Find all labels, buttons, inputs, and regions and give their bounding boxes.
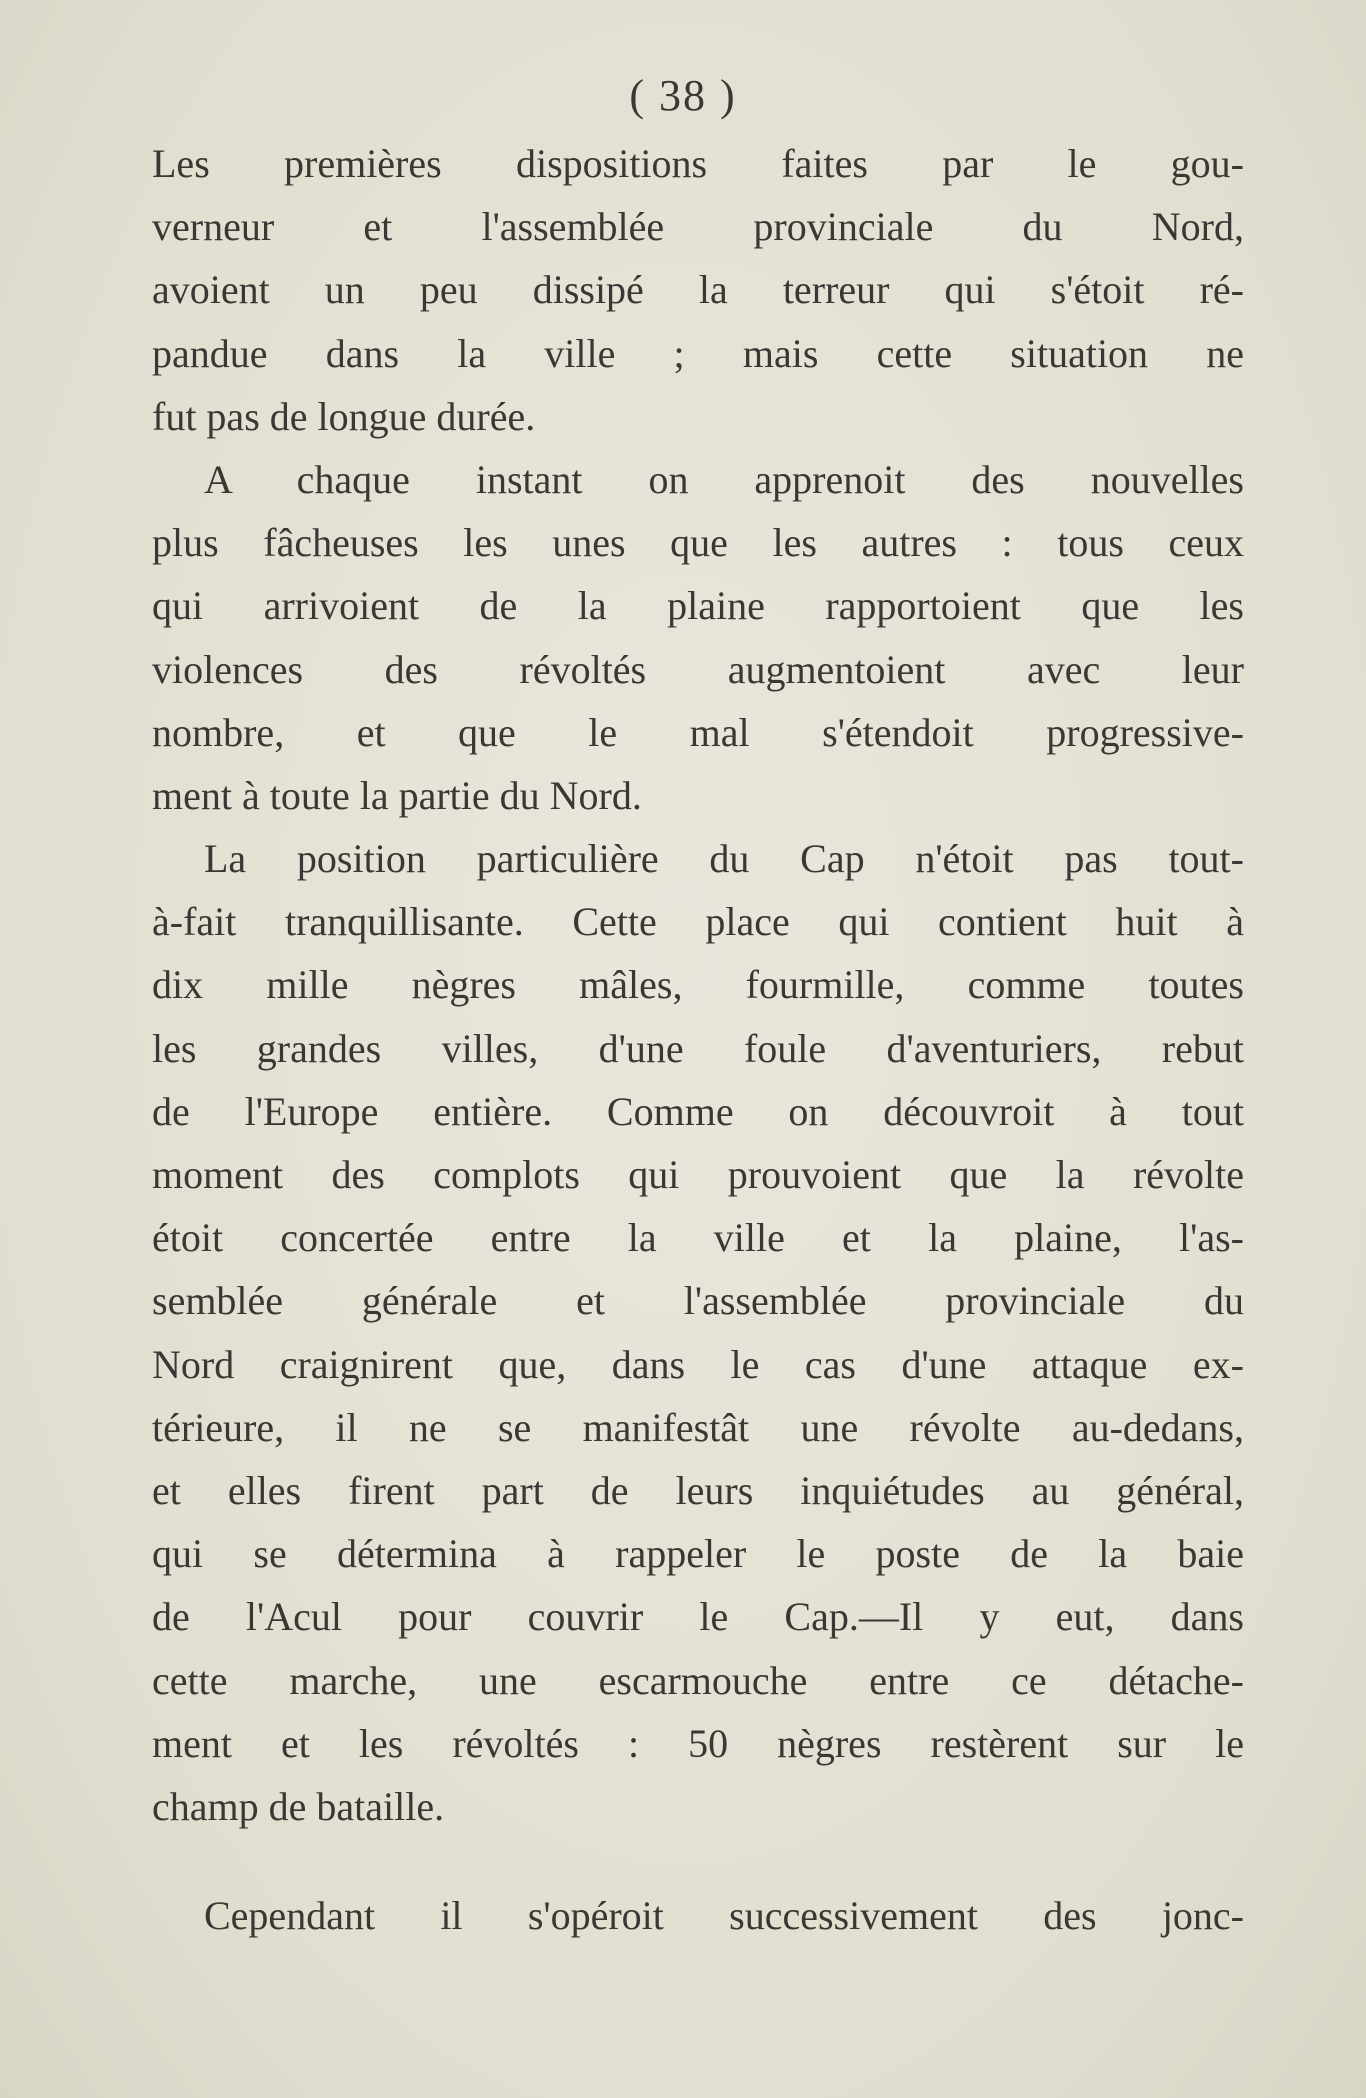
text-line: La position particulière du Cap n'étoit pas tout- (204, 836, 1244, 882)
text-line: champ de bataille. (152, 1783, 445, 1829)
paragraph (152, 448, 1244, 827)
text-line: moment des complots qui prouvoient que la révolte (152, 1152, 1244, 1197)
text-line: fut pas de longue durée. (152, 393, 536, 439)
text-line: térieure, il ne se manifestât une révolte au-dedans, (152, 1404, 1244, 1450)
text-line: A chaque instant on apprenoit des nouvelles (204, 456, 1244, 502)
text-line: dix mille nègres mâles, fourmille, comme toutes (152, 962, 1244, 1008)
text-line: à-fait tranquillisante. Cette place qui contient huit à (152, 899, 1244, 945)
text-line: semblée générale et l'assemblée provinciale du (152, 1278, 1244, 1324)
text-line: Cependant il s'opéroit successivement des jonc- (204, 1893, 1244, 1939)
paragraph (152, 1884, 1244, 1947)
text-line: étoit concertée entre la ville et la plaine, l'as- (152, 1215, 1244, 1261)
text-line: ment à toute la partie du Nord. (152, 772, 642, 818)
text-line: ment et les révoltés : 50 nègres restèrent sur le (152, 1720, 1244, 1766)
text-line: qui arrivoient de la plaine rapportoient que les (152, 583, 1244, 629)
text-line: et elles firent part de leurs inquiétudes au général, (152, 1467, 1244, 1513)
paragraph (152, 827, 1244, 1838)
text-line: de l'Europe entière. Comme on découvroit à tout (152, 1088, 1244, 1134)
text-line: les grandes villes, d'une foule d'aventuriers, rebut (152, 1025, 1244, 1071)
text-line: cette marche, une escarmouche entre ce détache- (152, 1657, 1244, 1703)
text-line: Nord craignirent que, dans le cas d'une attaque ex- (152, 1341, 1244, 1387)
text-line: avoient un peu dissipé la terreur qui s'étoit ré- (152, 267, 1244, 313)
text-line: plus fâcheuses les unes que les autres : tous ceux (152, 520, 1244, 566)
text-line: de l'Acul pour couvrir le Cap.—Il y eut, dans (152, 1594, 1244, 1640)
text-line: violences des révoltés augmentoient avec leur (152, 646, 1244, 692)
body-text (152, 132, 1244, 1947)
text-line: Les premières dispositions faites par le gou- (152, 141, 1244, 186)
text-line: pandue dans la ville ; mais cette situation ne (152, 330, 1244, 376)
text-line: verneur et l'assemblée provinciale du Nord, (152, 204, 1244, 250)
text-line: qui se détermina à rappeler le poste de la baie (152, 1531, 1244, 1577)
text-line: nombre, et que le mal s'étendoit progressive- (152, 709, 1244, 755)
paragraph (152, 132, 1244, 448)
page-number: ( 38 ) (629, 71, 737, 120)
